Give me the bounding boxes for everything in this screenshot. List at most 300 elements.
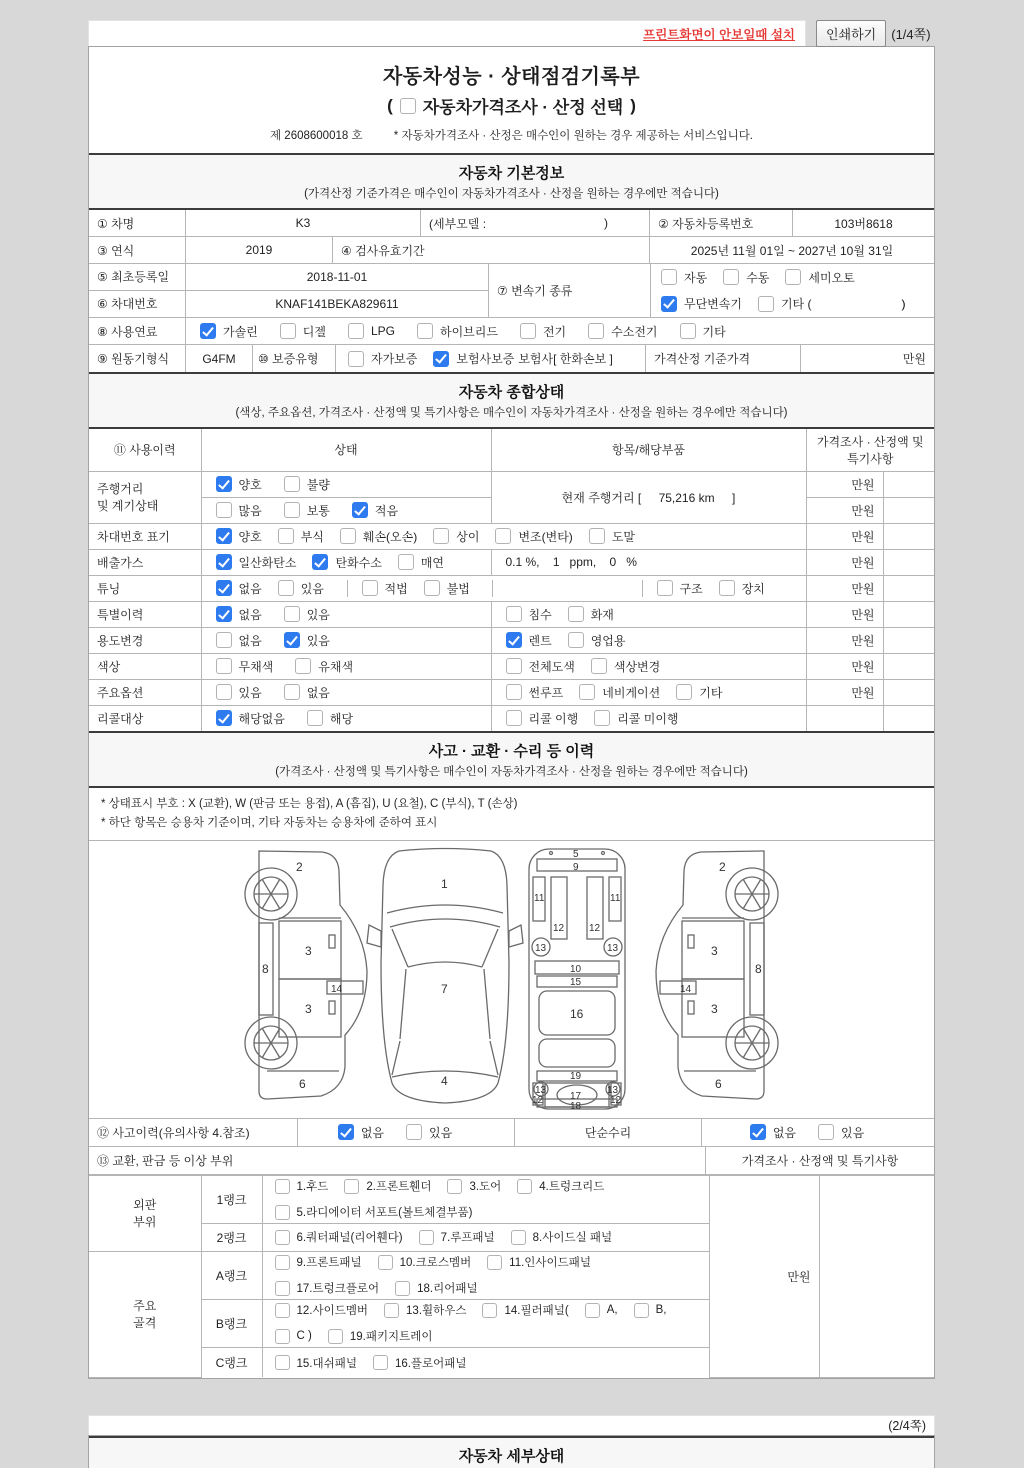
checkbox-unchecked[interactable] — [506, 710, 522, 726]
section-basic-info — [89, 153, 934, 210]
checkbox-label: 있음 — [238, 685, 262, 700]
row-registration-transmission — [89, 264, 934, 318]
tuning-item-cell — [642, 580, 806, 597]
checkbox-unchecked[interactable] — [216, 658, 232, 674]
checkbox-checked[interactable] — [338, 1124, 354, 1140]
checkbox-option — [348, 350, 417, 367]
checkbox-checked[interactable] — [216, 580, 232, 596]
checkbox-option — [284, 684, 330, 701]
rankA-items-cell — [262, 1251, 709, 1299]
checkbox-option — [447, 1178, 501, 1194]
checkbox-label: 16.플로어패널 — [394, 1357, 467, 1370]
row-color — [89, 653, 934, 679]
checkbox-label: 기타 — [702, 324, 726, 339]
checkbox-option — [750, 1124, 796, 1141]
simple-repair-state — [750, 1124, 886, 1141]
checkbox-option — [373, 1355, 467, 1371]
checkbox-checked[interactable] — [433, 351, 449, 367]
checkbox-unchecked[interactable] — [395, 1281, 410, 1296]
warranty-label: ⑩ 보증유형 — [253, 345, 336, 372]
mileage-unit-2: 만원 — [806, 497, 883, 523]
checkbox-unchecked[interactable] — [278, 580, 294, 596]
checkbox-checked[interactable] — [750, 1124, 766, 1140]
checkbox-option — [579, 684, 660, 701]
checkbox-unchecked[interactable] — [275, 1303, 290, 1318]
checkbox-label: 침수 — [528, 607, 552, 622]
price-survey-checkbox[interactable] — [400, 98, 416, 114]
submodel-label: (세부모델 : — [429, 216, 487, 231]
checkbox-option — [216, 684, 262, 701]
tuning-amount — [883, 575, 934, 601]
tuning-state2-cell — [347, 580, 492, 597]
section-accident-history — [89, 731, 934, 788]
checkbox-unchecked[interactable] — [275, 1355, 290, 1370]
checkbox-option — [487, 1254, 591, 1270]
checkbox-option — [517, 1178, 604, 1194]
checkbox-unchecked[interactable] — [506, 684, 522, 700]
checkbox-option — [661, 295, 742, 312]
checkbox-option — [216, 710, 285, 727]
checkbox-unchecked[interactable] — [275, 1179, 290, 1194]
checkbox-option — [506, 606, 552, 623]
checkbox-unchecked[interactable] — [634, 1303, 649, 1318]
checkbox-unchecked[interactable] — [680, 323, 696, 339]
checkbox-checked[interactable] — [216, 554, 232, 570]
submodel-close-paren: ) — [604, 216, 609, 230]
checkbox-label: 있음 — [306, 607, 330, 622]
document-title: 자동차성능 · 상태점검기록부 — [382, 66, 641, 88]
row-recall — [89, 705, 934, 731]
checkbox-unchecked[interactable] — [328, 1329, 343, 1344]
print-button[interactable]: 인쇄하기 — [816, 20, 886, 47]
rankB-items — [275, 1302, 701, 1344]
checkbox-option — [719, 580, 765, 597]
page2-indicator-strip — [88, 1415, 935, 1435]
special-item-cell — [491, 601, 806, 627]
usage-change-label: 용도변경 — [89, 627, 201, 653]
checkbox-option — [588, 323, 657, 340]
checkbox-label: 도말 — [611, 529, 635, 544]
tuning-empty-cell — [492, 580, 642, 597]
checkbox-label: 자동 — [684, 270, 708, 285]
options-item-cell — [491, 679, 806, 705]
color-state — [216, 658, 483, 675]
checkbox-option — [495, 528, 572, 545]
part-label-roof: 7 — [441, 982, 448, 997]
checkbox-label: 해당없음 — [238, 711, 285, 726]
vin-mark-state — [216, 528, 798, 545]
checkbox-unchecked[interactable] — [568, 606, 584, 622]
rankA-items — [275, 1254, 701, 1296]
checkbox-unchecked[interactable] — [284, 606, 300, 622]
checkbox-checked[interactable] — [661, 296, 677, 312]
row-rank-1 — [89, 1175, 934, 1223]
print-help-link[interactable]: 프린트화면이 안보일때 설치 — [643, 27, 795, 42]
part-label-dash: 15 — [570, 977, 582, 989]
checkbox-option — [275, 1329, 312, 1344]
checkbox-option — [818, 1124, 864, 1141]
checkbox-label: 보통 — [306, 503, 330, 518]
part-label-side-member-l: 12 — [553, 923, 565, 935]
checkbox-option — [594, 710, 678, 727]
checkbox-unchecked[interactable] — [216, 502, 232, 518]
document-note: * 자동차가격조사 · 산정은 매수인이 원하는 경우 제공하는 서비스입니다. — [393, 130, 753, 142]
warranty-options — [348, 350, 530, 367]
rankB-label: B랭크 — [201, 1299, 262, 1347]
rank-unit: 만원 — [709, 1175, 819, 1377]
overall-state-table — [89, 429, 934, 731]
section-detail-title: 자동차 세부상태 — [458, 1447, 565, 1465]
checkbox-label: A, — [606, 1304, 618, 1317]
checkbox-label: 없음 — [306, 685, 330, 700]
checkbox-unchecked[interactable] — [676, 684, 692, 700]
tuning-state1 — [216, 580, 340, 597]
checkbox-checked[interactable] — [312, 554, 328, 570]
checkbox-unchecked[interactable] — [424, 580, 440, 596]
checkbox-unchecked[interactable] — [568, 632, 584, 648]
checkbox-unchecked[interactable] — [758, 296, 774, 312]
current-mileage-cell — [491, 471, 806, 523]
checkbox-label: 없음 — [772, 1125, 796, 1140]
checkbox-label: 부식 — [300, 529, 324, 544]
current-mileage-suffix: ] — [731, 490, 736, 505]
checkbox-option — [338, 1124, 384, 1141]
row-accident-history — [89, 1119, 934, 1147]
checkbox-unchecked[interactable] — [506, 658, 522, 674]
row-car-name — [89, 210, 934, 237]
checkbox-unchecked[interactable] — [419, 1230, 434, 1245]
exchange-price-header: 가격조사 · 산정액 및 특기사항 — [741, 1153, 899, 1168]
car-damage-diagram — [89, 841, 934, 1119]
checkbox-unchecked[interactable] — [719, 580, 735, 596]
special-unit: 만원 — [806, 601, 883, 627]
reg-no-value: 103버8618 — [834, 216, 893, 231]
checkbox-unchecked[interactable] — [373, 1355, 388, 1370]
part-label-side-member-r: 12 — [589, 923, 601, 935]
checkbox-unchecked[interactable] — [447, 1179, 462, 1194]
checkbox-unchecked[interactable] — [433, 528, 449, 544]
checkbox-label: C ) — [296, 1330, 312, 1343]
checkbox-label: 없음 — [238, 607, 262, 622]
row-engine-warranty — [89, 345, 934, 372]
checkbox-unchecked[interactable] — [417, 323, 433, 339]
car-name-value: K3 — [186, 210, 421, 236]
checkbox-label: 가솔린 — [223, 324, 258, 339]
checkbox-label: 10.크로스멤버 — [399, 1257, 472, 1270]
options-unit: 만원 — [806, 679, 883, 705]
usage-change-amount — [883, 627, 934, 653]
checkbox-option — [275, 1229, 403, 1245]
checkbox-unchecked[interactable] — [307, 710, 323, 726]
checkbox-unchecked[interactable] — [348, 323, 364, 339]
checkbox-unchecked[interactable] — [591, 658, 607, 674]
checkbox-unchecked[interactable] — [362, 580, 378, 596]
part-label-side-sill: 8 — [262, 962, 269, 977]
checkbox-option — [568, 632, 626, 649]
checkbox-label: 8.사이드실 패널 — [532, 1232, 613, 1245]
checkbox-unchecked[interactable] — [344, 1179, 359, 1194]
checkbox-unchecked[interactable] — [275, 1329, 290, 1344]
checkbox-label: 전체도색 — [528, 659, 575, 674]
recall-state — [216, 710, 483, 727]
checkbox-checked[interactable] — [216, 710, 232, 726]
mileage-state1-cell — [201, 471, 491, 497]
part-label-side-member-rr: 12 — [610, 1095, 622, 1107]
checkbox-unchecked[interactable] — [406, 1124, 422, 1140]
options-amount — [883, 679, 934, 705]
checkbox-option — [216, 606, 262, 623]
row-first-reg — [89, 264, 489, 291]
checkbox-label: 매연 — [420, 555, 445, 570]
checkbox-unchecked[interactable] — [506, 606, 522, 622]
car-name-label: ① 차명 — [89, 210, 186, 236]
warranty-options-cell — [336, 345, 646, 372]
checkbox-label: 훼손(오손) — [362, 529, 418, 544]
checkbox-option — [275, 1178, 329, 1194]
checkbox-unchecked[interactable] — [589, 528, 605, 544]
page2-card — [88, 1435, 935, 1468]
checkbox-unchecked[interactable] — [275, 1255, 290, 1270]
checkbox-checked[interactable] — [352, 502, 368, 518]
checkbox-unchecked[interactable] — [348, 351, 364, 367]
checkbox-option — [424, 580, 470, 597]
checkbox-unchecked[interactable] — [579, 684, 595, 700]
checkbox-option — [520, 323, 566, 340]
checkbox-unchecked[interactable] — [275, 1205, 290, 1220]
legend-line-2: * 하단 항목은 승용차 기준이며, 기타 자동차는 승용차에 준하여 표시 — [101, 816, 438, 829]
registration-block — [89, 264, 489, 317]
engine-type-value: G4FM — [186, 345, 253, 372]
emission-label: 배출가스 — [89, 549, 201, 575]
checkbox-label: 14.필러패널( — [504, 1305, 569, 1318]
checkbox-checked[interactable] — [506, 632, 522, 648]
insurer-text: 보험사[ 한화손보 ] — [518, 352, 613, 366]
accident-history-state-cell — [298, 1119, 515, 1146]
vin-mark-amount — [883, 523, 934, 549]
checkbox-option — [676, 684, 722, 701]
checkbox-option — [200, 323, 258, 340]
part-label-trunk-floor: 17 — [570, 1091, 582, 1103]
rankC-items — [275, 1355, 701, 1371]
checkbox-label: 19.패키지트레이 — [349, 1331, 433, 1344]
checkbox-unchecked[interactable] — [340, 528, 356, 544]
row-usage-change — [89, 627, 934, 653]
part-label-door-rear: 3 — [305, 1002, 312, 1017]
checkbox-unchecked[interactable] — [657, 580, 673, 596]
recall-item-cell — [491, 705, 806, 731]
checkbox-unchecked[interactable] — [278, 528, 294, 544]
part-label-package-tray: 19 — [570, 1071, 582, 1083]
color-label: 색상 — [89, 653, 201, 679]
rankC-items-cell — [262, 1347, 709, 1377]
record-form-card — [88, 46, 935, 1379]
checkbox-checked[interactable] — [216, 476, 232, 492]
checkbox-unchecked[interactable] — [295, 658, 311, 674]
mileage-amount-1 — [883, 471, 934, 497]
part-label-door-front: 3 — [305, 944, 312, 959]
options-state — [216, 684, 483, 701]
checkbox-label: 영업용 — [590, 633, 626, 648]
vin-label: ⑥ 차대번호 — [89, 291, 186, 317]
checkbox-label: 불량 — [306, 477, 330, 492]
checkbox-unchecked[interactable] — [216, 632, 232, 648]
checkbox-unchecked[interactable] — [511, 1230, 526, 1245]
close-paren: ) — [630, 95, 636, 115]
emission-state-cell — [201, 549, 491, 575]
checkbox-unchecked[interactable] — [216, 684, 232, 700]
part-label-door-front-r: 3 — [711, 944, 718, 959]
checkbox-checked[interactable] — [284, 632, 300, 648]
checkbox-unchecked[interactable] — [284, 476, 300, 492]
mileage-amount-2 — [883, 497, 934, 523]
checkbox-option — [216, 528, 262, 545]
checkbox-unchecked[interactable] — [723, 269, 739, 285]
checkbox-label: 렌트 — [528, 633, 552, 648]
mileage-state2-cell — [201, 497, 491, 523]
recall-unit-empty — [806, 705, 883, 731]
checkbox-unchecked[interactable] — [482, 1303, 497, 1318]
first-reg-label: ⑤ 최초등록일 — [89, 264, 186, 290]
recall-state-cell — [201, 705, 491, 731]
checkbox-label: 양호 — [238, 529, 262, 544]
checkbox-option — [216, 554, 297, 571]
checkbox-unchecked[interactable] — [495, 528, 511, 544]
part-label-pillar-r: 14 — [680, 984, 692, 996]
section-basic-title: 자동차 기본정보 — [458, 165, 565, 182]
checkbox-label: 5.라디에이터 서포트(볼트체결부품) — [296, 1207, 473, 1220]
checkbox-label: 없음 — [360, 1125, 384, 1140]
checkbox-label: 변조(변타) — [518, 529, 573, 544]
checkbox-option — [506, 658, 575, 675]
document-number: 제 2608600018 호 — [270, 130, 363, 142]
fuel-options — [200, 323, 748, 340]
row-year — [89, 237, 934, 264]
part-label-front-panel: 9 — [573, 862, 579, 874]
checkbox-option — [406, 1124, 452, 1141]
header-price-survey: 가격조사 · 산정액 및 특기사항 — [806, 429, 934, 471]
checkbox-unchecked[interactable] — [661, 269, 677, 285]
checkbox-label: B, — [655, 1304, 667, 1317]
checkbox-option — [384, 1302, 466, 1318]
current-mileage-prefix: 현재 주행거리 [ — [561, 490, 642, 505]
checkbox-option — [506, 684, 564, 701]
checkbox-option — [419, 1229, 495, 1245]
vin-value: KNAF141BEKA829611 — [186, 291, 489, 317]
checkbox-label: 세미오토 — [808, 270, 855, 285]
checkbox-unchecked[interactable] — [517, 1179, 532, 1194]
row-vin-mark — [89, 523, 934, 549]
row-tuning — [89, 575, 934, 601]
usage-change-item-cell — [491, 627, 806, 653]
emission-unit: 만원 — [806, 549, 883, 575]
rankB-items-cell — [262, 1299, 709, 1347]
checkbox-label: 기타 ( — [780, 297, 812, 312]
checkbox-label: 15.대쉬패널 — [296, 1357, 357, 1370]
usage-change-unit: 만원 — [806, 627, 883, 653]
checkbox-unchecked[interactable] — [588, 323, 604, 339]
overall-header-row — [89, 429, 934, 471]
checkbox-label: 리콜 미이행 — [617, 711, 679, 726]
special-item — [506, 606, 798, 623]
checkbox-unchecked[interactable] — [384, 1303, 399, 1318]
page2-indicator: (2/4쪽) — [888, 1419, 926, 1434]
mileage-label: 주행거리 및 계기상태 — [89, 471, 201, 523]
checkbox-unchecked[interactable] — [785, 269, 801, 285]
emission-values: 0.1 %, 1 ppm, 0 % — [491, 549, 806, 575]
rank1-items — [275, 1178, 701, 1220]
checkbox-unchecked[interactable] — [594, 710, 610, 726]
checkbox-option — [585, 1303, 618, 1318]
checkbox-label: 적음 — [374, 503, 399, 518]
recall-amount — [883, 705, 934, 731]
checkbox-label: 해당 — [329, 711, 354, 726]
checkbox-unchecked[interactable] — [487, 1255, 502, 1270]
checkbox-unchecked[interactable] — [275, 1281, 290, 1296]
checkbox-option — [511, 1229, 612, 1245]
checkbox-unchecked[interactable] — [520, 323, 536, 339]
checkbox-label: 수소전기 — [611, 324, 658, 339]
checkbox-unchecked[interactable] — [818, 1124, 834, 1140]
checkbox-option — [591, 658, 660, 675]
section-detail-state — [89, 1436, 934, 1468]
checkbox-option — [785, 269, 854, 286]
top-bar — [88, 20, 935, 46]
checkbox-label: 17.트렁크플로어 — [296, 1283, 380, 1296]
first-reg-value: 2018-11-01 — [186, 264, 489, 290]
checkbox-label: 적법 — [384, 581, 408, 596]
checkbox-unchecked[interactable] — [284, 684, 300, 700]
part-label-quarter: 6 — [299, 1077, 306, 1092]
checkbox-label: 썬루프 — [528, 685, 564, 700]
checkbox-label: LPG — [370, 324, 395, 338]
checkbox-unchecked[interactable] — [398, 554, 414, 570]
checkbox-unchecked[interactable] — [275, 1230, 290, 1245]
checkbox-option — [280, 323, 326, 340]
rank1-items-cell — [262, 1175, 709, 1223]
checkbox-unchecked[interactable] — [280, 323, 296, 339]
checkbox-label: 구조 — [679, 581, 703, 596]
transmission-label: ⑦ 변속기 종류 — [489, 264, 651, 317]
checkbox-checked[interactable] — [216, 528, 232, 544]
checkbox-option — [723, 269, 769, 286]
base-price-unit: 만원 — [902, 352, 926, 366]
checkbox-option — [275, 1302, 369, 1318]
checkbox-unchecked[interactable] — [585, 1303, 600, 1318]
tuning-cells — [201, 575, 806, 601]
legend-box — [89, 788, 934, 841]
checkbox-checked[interactable] — [200, 323, 216, 339]
part-label-wheelhouse-l: 13 — [535, 943, 547, 955]
emission-state — [216, 554, 483, 571]
row-options — [89, 679, 934, 705]
checkbox-option — [216, 658, 274, 675]
checkbox-label: 자가보증 — [371, 352, 418, 366]
checkbox-label: 디젤 — [302, 324, 326, 339]
checkbox-option — [328, 1328, 433, 1344]
checkbox-option — [506, 710, 579, 727]
checkbox-option — [275, 1355, 357, 1371]
side-view-left — [245, 851, 367, 1099]
part-label-side-member-rl: 12 — [532, 1095, 544, 1107]
part-label-hood: 1 — [441, 877, 448, 892]
checkbox-option — [348, 323, 395, 339]
checkbox-option — [216, 580, 262, 597]
checkbox-unchecked[interactable] — [378, 1255, 393, 1270]
price-survey-select-label: 자동차가격조사 · 산정 선택 — [422, 98, 624, 117]
checkbox-unchecked[interactable] — [284, 502, 300, 518]
checkbox-checked[interactable] — [216, 606, 232, 622]
checkbox-label: 기타 — [699, 685, 723, 700]
